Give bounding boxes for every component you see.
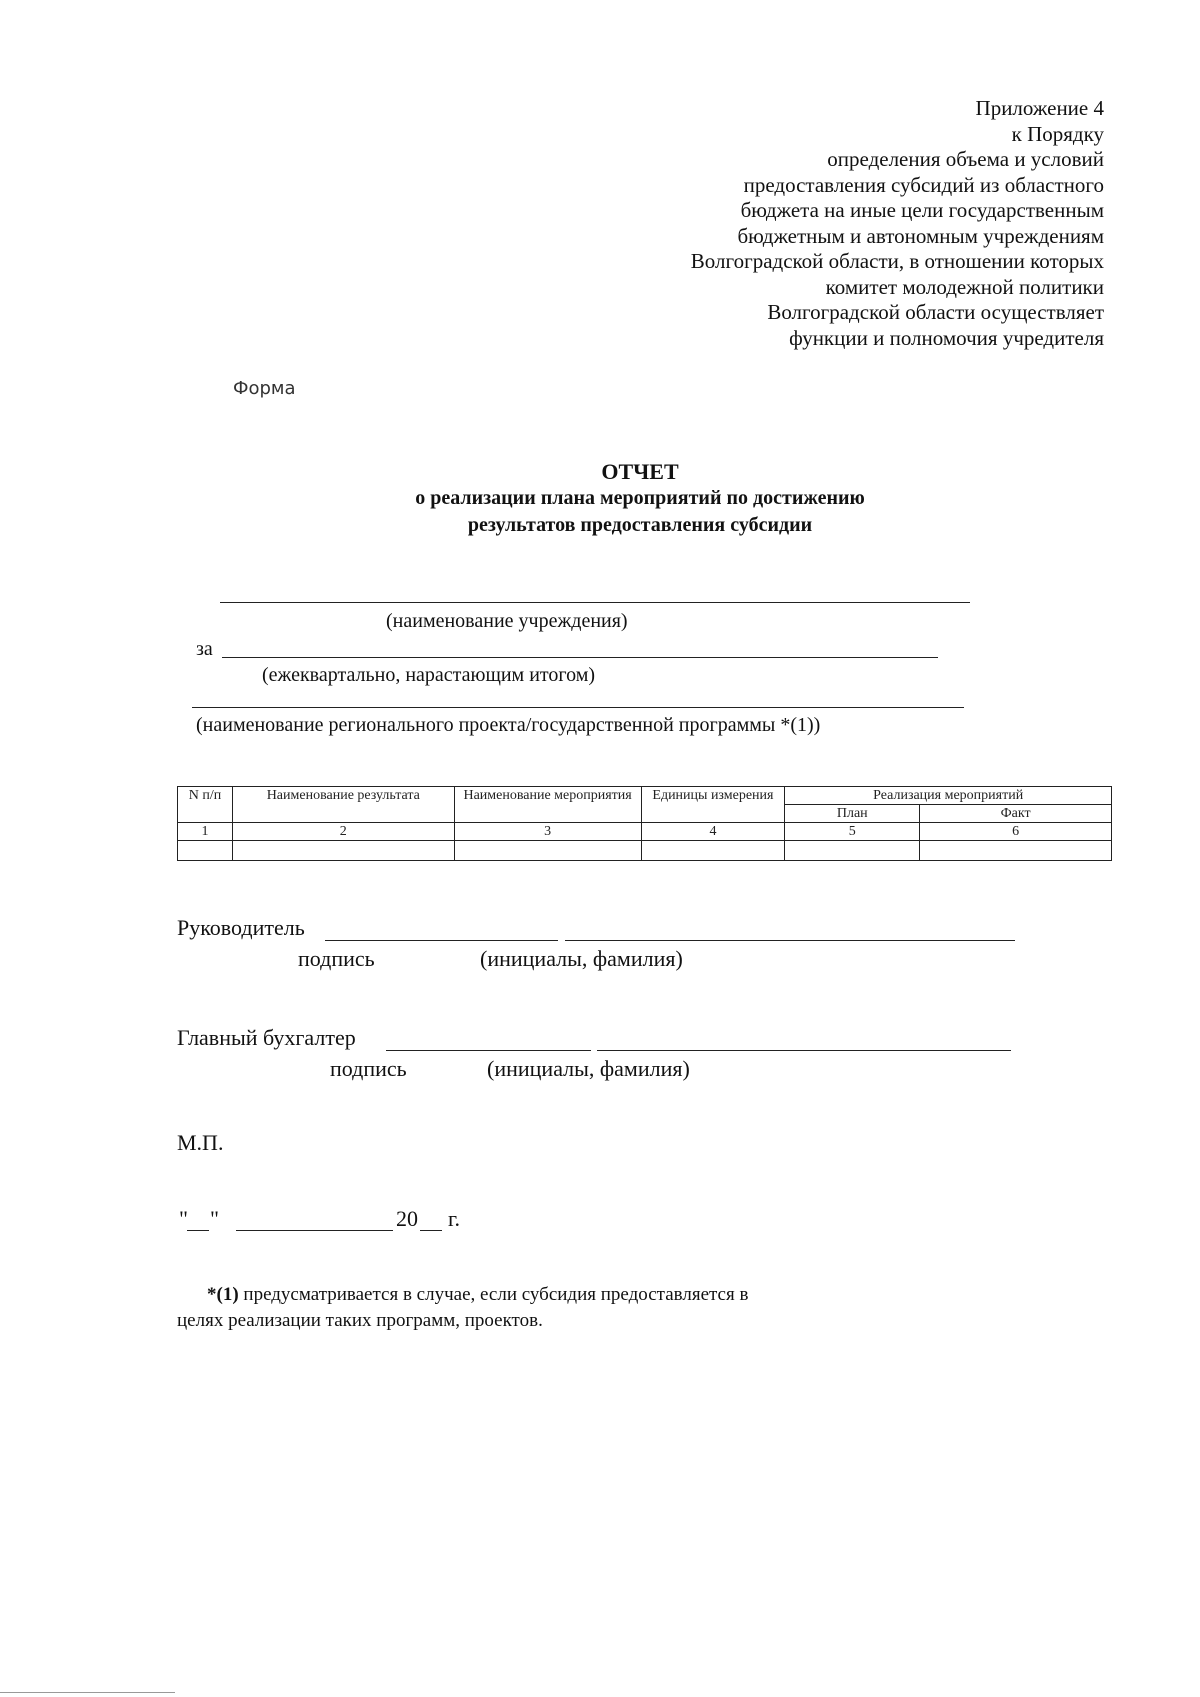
table-row <box>178 841 1112 861</box>
appendix-line: бюджетным и автономным учреждениям <box>737 223 1104 248</box>
head-sign-caption: подпись <box>298 946 375 971</box>
head-signature-line[interactable] <box>325 940 558 941</box>
date-year-line[interactable] <box>420 1230 442 1231</box>
head-label: Руководитель <box>177 915 305 940</box>
header-num: N п/п <box>178 787 233 823</box>
date-year-suffix: г. <box>448 1206 461 1231</box>
date-day-line[interactable] <box>187 1230 209 1231</box>
footnote-line-1 <box>177 1282 897 1308</box>
accountant-label: Главный бухгалтер <box>177 1025 356 1050</box>
accountant-name-caption: (инициалы, фамилия) <box>487 1056 690 1081</box>
date-quote-open: " <box>179 1206 188 1231</box>
stamp-label: М.П. <box>177 1130 224 1155</box>
head-name-line[interactable] <box>565 940 1015 941</box>
date-quote-close: " <box>210 1206 219 1231</box>
accountant-signature-line[interactable] <box>386 1050 591 1051</box>
column-number: 2 <box>232 823 454 841</box>
footnote-line-2: целях реализации таких программ, проектов. <box>177 1310 543 1331</box>
column-number: 3 <box>454 823 641 841</box>
header-fact: Факт <box>920 805 1112 823</box>
header-implementation: Реализация мероприятий <box>785 787 1112 805</box>
header-result: Наименование результата <box>232 787 454 823</box>
date-year-prefix: 20 <box>396 1206 418 1231</box>
appendix-line: Волгоградской области осуществляет <box>767 300 1104 324</box>
title-line-1: ОТЧЕТ <box>601 459 679 484</box>
column-number: 4 <box>641 823 785 841</box>
appendix-block <box>691 96 1104 351</box>
table-column-numbers-row <box>178 823 1112 841</box>
table-cell[interactable] <box>178 841 233 861</box>
period-caption: (ежеквартально, нарастающим итогом) <box>262 664 596 686</box>
project-name-line[interactable] <box>192 707 964 708</box>
header-unit: Единицы измерения <box>641 787 785 823</box>
appendix-line: бюджета на иные цели государственным <box>740 198 1104 222</box>
accountant-name-line[interactable] <box>597 1050 1011 1051</box>
appendix-line: комитет молодежной политики <box>825 274 1104 299</box>
table-cell[interactable] <box>785 841 920 861</box>
table-cell[interactable] <box>641 841 785 861</box>
appendix-line: Волгоградской области, в отношении которых <box>690 249 1104 273</box>
appendix-line: Приложение 4 <box>975 96 1104 120</box>
column-number: 5 <box>785 823 920 841</box>
za-label: за <box>196 638 213 660</box>
table-cell[interactable] <box>232 841 454 861</box>
report-title <box>0 458 1200 539</box>
table-header-row <box>178 787 1112 805</box>
form-label: Форма <box>233 378 296 399</box>
title-line-3: результатов предоставления субсидии <box>467 514 813 536</box>
footnote-text-1: предусматривается в случае, если субсидия предоставляется в <box>238 1284 749 1305</box>
date-month-line[interactable] <box>236 1230 393 1231</box>
scan-artifact-line <box>0 1692 175 1693</box>
project-caption: (наименование регионального проекта/государственной программы *(1)) <box>196 714 821 736</box>
accountant-sign-caption: подпись <box>330 1056 407 1081</box>
column-number: 1 <box>178 823 233 841</box>
appendix-line: к Порядку <box>1011 121 1104 146</box>
report-table <box>177 786 1112 861</box>
header-event: Наименование мероприятия <box>454 787 641 823</box>
table-cell[interactable] <box>920 841 1112 861</box>
appendix-line: функции и полномочия учредителя <box>789 325 1104 350</box>
title-line-2: о реализации плана мероприятий по достижению <box>415 487 865 509</box>
institution-name-line[interactable] <box>220 602 970 603</box>
institution-caption: (наименование учреждения) <box>386 610 628 632</box>
table-cell[interactable] <box>454 841 641 861</box>
appendix-line: предоставления субсидий из областного <box>743 172 1104 197</box>
appendix-line: определения объема и условий <box>827 147 1104 171</box>
header-plan: План <box>785 805 920 823</box>
footnote-marker: *(1) <box>207 1284 239 1305</box>
footnote <box>177 1282 897 1334</box>
period-line[interactable] <box>222 657 938 658</box>
column-number: 6 <box>920 823 1112 841</box>
head-name-caption: (инициалы, фамилия) <box>480 946 683 971</box>
